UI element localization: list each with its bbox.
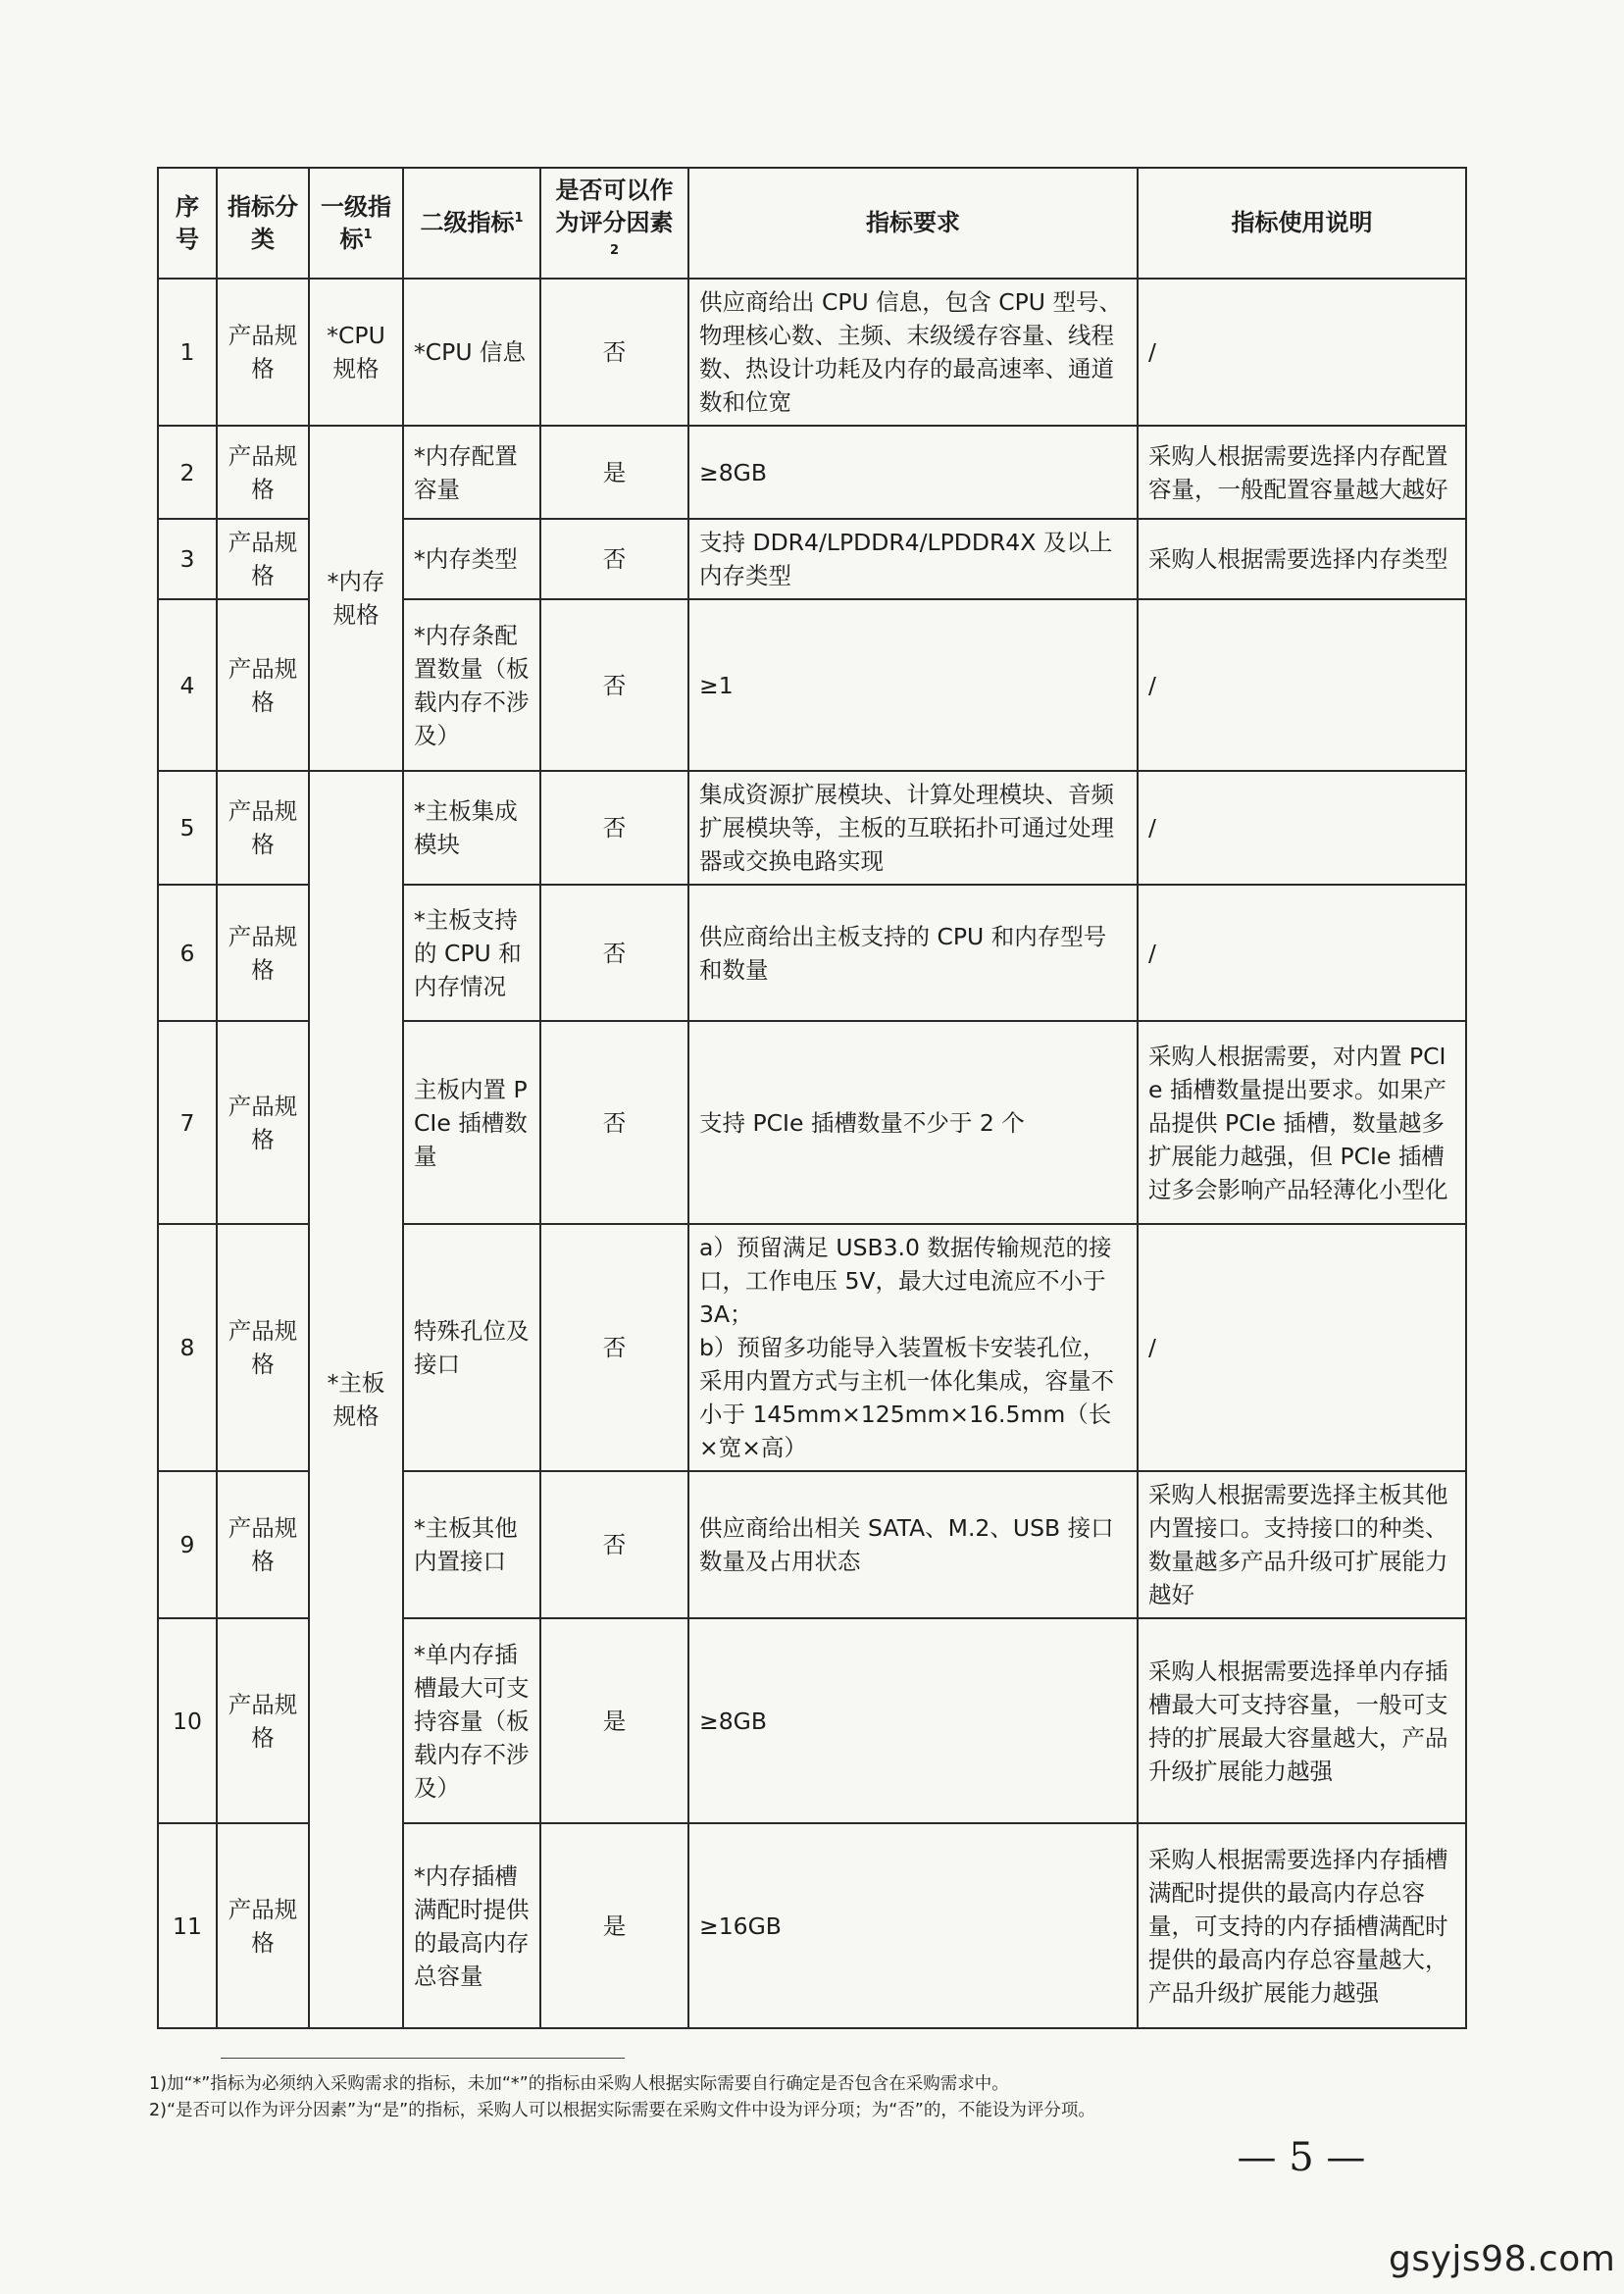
- row-level2: *内存插槽满配时提供的最高内存总容量: [403, 1823, 540, 2028]
- row-number: 7: [158, 1021, 217, 1224]
- page-number: — 5 —: [1237, 2135, 1366, 2180]
- row-level2: *内存配置容量: [403, 426, 540, 519]
- row-level2: *主板支持的 CPU 和内存情况: [403, 885, 540, 1021]
- header-level2: [403, 168, 540, 279]
- row-category: 产品规格: [217, 1471, 309, 1618]
- row-note: 采购人根据需要选择单内存插槽最大可支持容量，一般可支持的扩展最大容量越大，产品升级扩展能力越强: [1138, 1618, 1466, 1823]
- row-scoring: 否: [540, 771, 688, 885]
- row-note: /: [1138, 771, 1466, 885]
- header-scoring-sup: 2: [609, 243, 620, 258]
- row-requirement: 支持 PCIe 插槽数量不少于 2 个: [688, 1021, 1138, 1224]
- header-requirement: 指标要求: [688, 168, 1138, 279]
- row-scoring: 否: [540, 599, 688, 771]
- footnote-1: 1)加“*”指标为必须纳入采购需求的指标，未加“*”的指标由采购人根据实际需要自行确定是否包含在采购需求中。: [149, 2074, 1009, 2094]
- header-level1-text: 一级指标: [321, 192, 391, 253]
- row-category: 产品规格: [217, 1021, 309, 1224]
- row-note: 采购人根据需要选择主板其他内置接口。支持接口的种类、数量越多产品升级可扩展能力越好: [1138, 1471, 1466, 1618]
- row-level2: 主板内置 PCIe 插槽数量: [403, 1021, 540, 1224]
- row-scoring: 否: [540, 1021, 688, 1224]
- row-scoring: 否: [540, 519, 688, 599]
- row-number: 3: [158, 519, 217, 599]
- row-number: 1: [158, 279, 217, 426]
- header-seq: 序号: [158, 168, 217, 279]
- row-level2: *内存条配置数量（板载内存不涉及）: [403, 599, 540, 771]
- row-number: 5: [158, 771, 217, 885]
- row-category: 产品规格: [217, 519, 309, 599]
- table-row: [158, 279, 1466, 426]
- row-number: 2: [158, 426, 217, 519]
- row-level2: *CPU 信息: [403, 279, 540, 426]
- header-usage: 指标使用说明: [1138, 168, 1466, 279]
- row-category: 产品规格: [217, 885, 309, 1021]
- row-category: 产品规格: [217, 279, 309, 426]
- row-number: 9: [158, 1471, 217, 1618]
- watermark: gsyjs98.com: [1389, 2239, 1616, 2279]
- row-category: 产品规格: [217, 1224, 309, 1471]
- table-row: [158, 771, 1466, 885]
- header-level2-sup: 1: [514, 211, 524, 226]
- row-requirement: ≥8GB: [688, 1618, 1138, 1823]
- row-category: 产品规格: [217, 599, 309, 771]
- row-level2: 特殊孔位及接口: [403, 1224, 540, 1471]
- row-level2: *内存类型: [403, 519, 540, 599]
- row-category: 产品规格: [217, 1618, 309, 1823]
- row-scoring: 是: [540, 426, 688, 519]
- row-category: 产品规格: [217, 426, 309, 519]
- row-requirement: a）预留满足 USB3.0 数据传输规范的接口，工作电压 5V，最大过电流应不小于 3A； b）预留多功能导入装置板卡安装孔位，采用内置方式与主机一体化集成，容量不小于 145mm×125mm×16.5mm（长×宽×高）: [688, 1224, 1138, 1471]
- row-scoring: 否: [540, 1224, 688, 1471]
- row-number: 6: [158, 885, 217, 1021]
- row-requirement: ≥16GB: [688, 1823, 1138, 2028]
- row-requirement: 供应商给出相关 SATA、M.2、USB 接口数量及占用状态: [688, 1471, 1138, 1618]
- row-note: 采购人根据需要，对内置 PCIe 插槽数量提出要求。如果产品提供 PCIe 插槽，数量越多扩展能力越强，但 PCIe 插槽过多会影响产品轻薄化小型化: [1138, 1021, 1466, 1224]
- row-note: /: [1138, 279, 1466, 426]
- level1-motherboard: *主板规格: [309, 771, 403, 2028]
- header-row: [158, 168, 1466, 279]
- row-note: /: [1138, 885, 1466, 1021]
- row-note: 采购人根据需要选择内存插槽满配时提供的最高内存总容量，可支持的内存插槽满配时提供的最高内存总容量越大，产品升级扩展能力越强: [1138, 1823, 1466, 2028]
- row-category: 产品规格: [217, 771, 309, 885]
- row-level2: *主板其他内置接口: [403, 1471, 540, 1618]
- level1-memory: *内存规格: [309, 426, 403, 771]
- spec-table: [157, 167, 1467, 2029]
- row-number: 10: [158, 1618, 217, 1823]
- level1-cpu: *CPU规格: [309, 279, 403, 426]
- row-note: /: [1138, 1224, 1466, 1471]
- row-number: 8: [158, 1224, 217, 1471]
- row-scoring: 否: [540, 1471, 688, 1618]
- row-scoring: 是: [540, 1823, 688, 2028]
- table-row: [158, 426, 1466, 519]
- row-scoring: 否: [540, 279, 688, 426]
- header-level1: [309, 168, 403, 279]
- header-category: 指标分类: [217, 168, 309, 279]
- row-scoring: 否: [540, 885, 688, 1021]
- row-level2: *单内存插槽最大可支持容量（板载内存不涉及）: [403, 1618, 540, 1823]
- row-note: /: [1138, 599, 1466, 771]
- row-requirement: 供应商给出 CPU 信息，包含 CPU 型号、物理核心数、主频、末级缓存容量、线程数、热设计功耗及内存的最高速率、通道数和位宽: [688, 279, 1138, 426]
- header-level1-sup: 1: [363, 227, 373, 242]
- row-requirement: 供应商给出主板支持的 CPU 和内存型号和数量: [688, 885, 1138, 1021]
- row-note: 采购人根据需要选择内存配置容量，一般配置容量越大越好: [1138, 426, 1466, 519]
- footnote-2: 2)“是否可以作为评分因素”为“是”的指标，采购人可以根据实际需要在采购文件中设为评分项；为“否”的，不能设为评分项。: [149, 2101, 1095, 2120]
- footnotes: [149, 2071, 1522, 2124]
- footnote-divider: [221, 2058, 625, 2059]
- row-level2: *主板集成模块: [403, 771, 540, 885]
- row-note: 采购人根据需要选择内存类型: [1138, 519, 1466, 599]
- row-requirement: 支持 DDR4/LPDDR4/LPDDR4X 及以上内存类型: [688, 519, 1138, 599]
- row-scoring: 是: [540, 1618, 688, 1823]
- row-requirement: ≥8GB: [688, 426, 1138, 519]
- row-number: 11: [158, 1823, 217, 2028]
- row-requirement: ≥1: [688, 599, 1138, 771]
- header-level2-text: 二级指标: [420, 209, 515, 236]
- header-scoring: [540, 168, 688, 279]
- header-scoring-text: 是否可以作为评分因素: [555, 177, 674, 236]
- row-number: 4: [158, 599, 217, 771]
- row-category: 产品规格: [217, 1823, 309, 2028]
- row-requirement: 集成资源扩展模块、计算处理模块、音频扩展模块等，主板的互联拓扑可通过处理器或交换电路实现: [688, 771, 1138, 885]
